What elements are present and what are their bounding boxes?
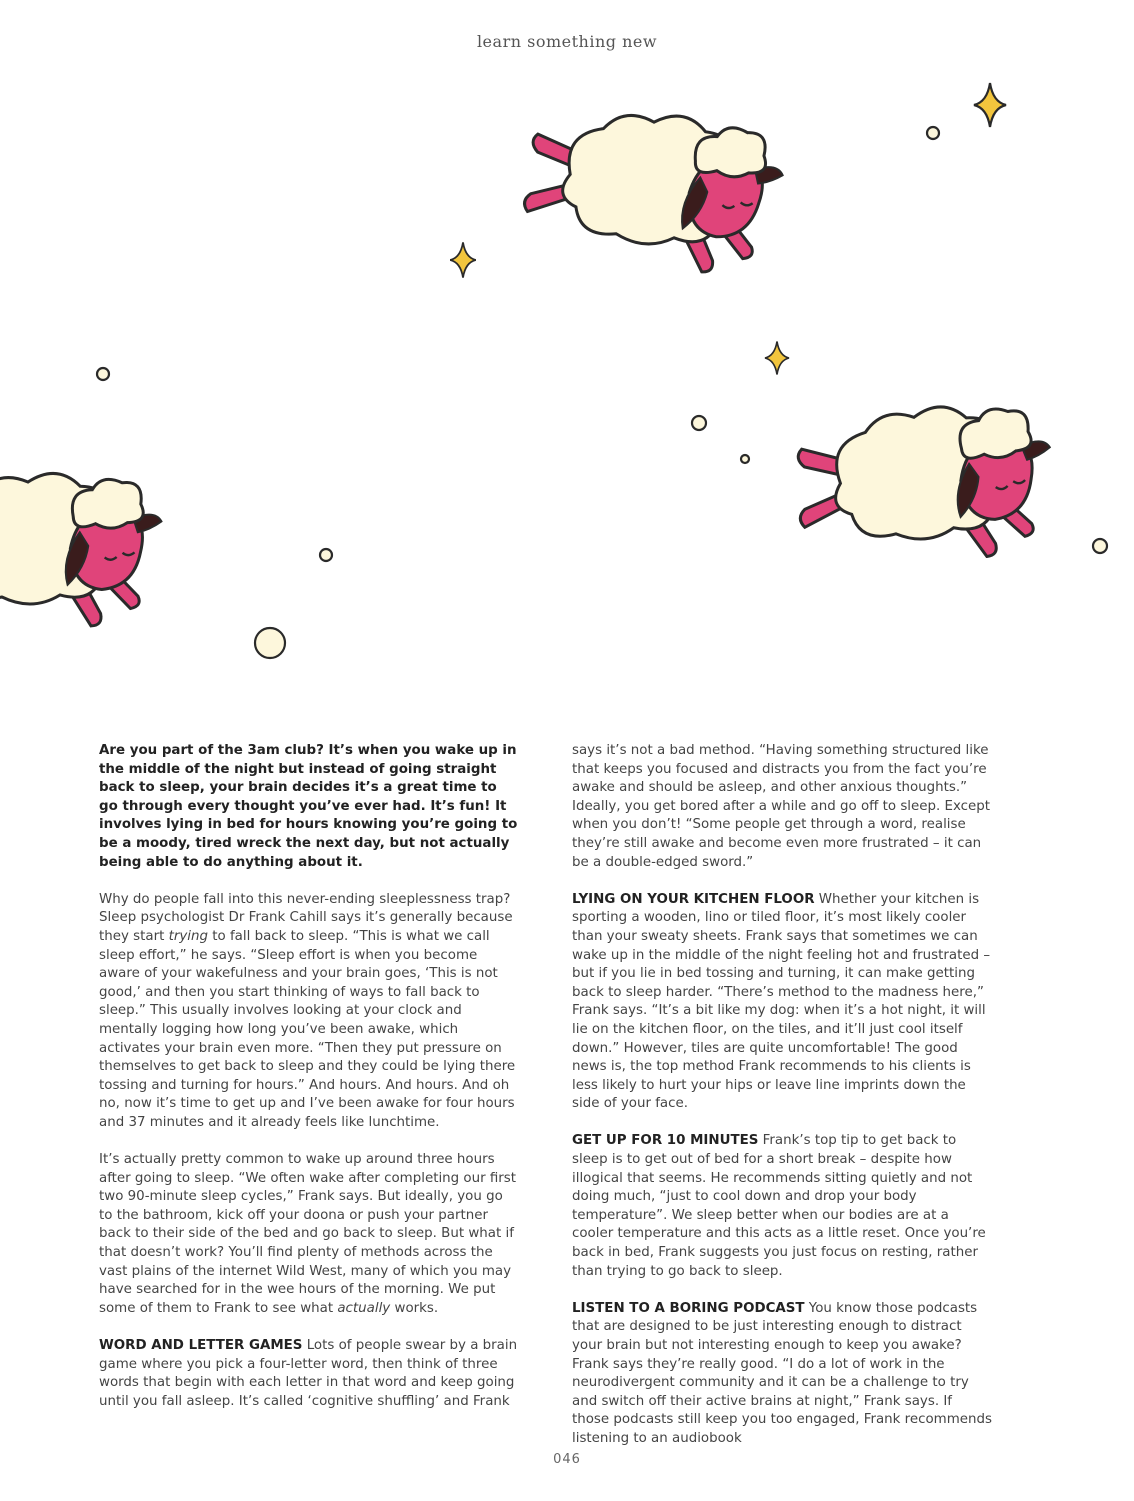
dot xyxy=(927,127,939,139)
text-run: to fall back to sleep. “This is what we call sleep effort,” he says. “Sleep effort is when you become aware of your wakefulness and your brain goes, ‘This is not good,’ and then you start thinking of ways to fall back to sleep.” This usually involves looking at your clock and mentally logging how long you’ve been awake, which activates your brain even more. “Then they put pressure on themselves to get back to sleep and they could be lying there tossing and turning for hours.” And hours. And hours. And oh no, now it’s time to get up and I’ve been awake for four hours and 37 minutes and it already feels like lunchtime. xyxy=(99,928,516,1130)
subheading: GET UP FOR 10 MINUTES xyxy=(572,1133,759,1149)
dot xyxy=(741,455,749,463)
running-head: learn something new xyxy=(476,32,658,51)
text-run: You know those podcasts that are designed to be just interesting enough to distract your brain but not interesting enough to keep you awake? Frank says they’re really good. “I do a lot of work in the neurodivergent community and it can be a challenge to try and switch off their active brains at night,” Frank says. If those podcasts still keep you too engaged, Frank recommends listening to an audiobook xyxy=(572,1300,992,1446)
sheep-right xyxy=(790,396,1060,576)
section-get-up xyxy=(572,1132,992,1281)
sheep-left xyxy=(0,470,165,633)
text-run: works. xyxy=(390,1300,439,1316)
sleeping-sheep-illustration xyxy=(0,60,1134,700)
sparkle-center xyxy=(765,342,789,375)
right-column xyxy=(572,742,992,1467)
sparkle-center-left xyxy=(450,242,476,277)
body-paragraph xyxy=(99,1151,519,1318)
text-run: Why do people fall into this never-ending sleeplessness trap? Sleep psychologist Dr Frank Cahill says it’s generally because they start xyxy=(99,891,513,944)
section-kitchen-floor xyxy=(572,891,992,1114)
body-paragraph: says it’s not a bad method. “Having something structured like that keeps you focused and distracts you from the fact you’re awake and should be asleep, and other anxious thoughts.” Ideally, you get bored after a while and go off to sleep. Except when you don’t! “Some people get through a word, realise they’re still awake and become even more frustrated – it can be a double-edged sword.” xyxy=(572,743,991,870)
dot xyxy=(1093,539,1107,553)
text-run: Frank’s top tip to get back to sleep is to get out of bed for a short break – despite how illogical that seems. He recommends sitting quietly and not doing much, “just to cool down and drop your body temperature”. We sleep better when our bodies are at a cooler temperature and this acts as a little reset. Once you’re back in bed, Frank suggests you just focus on resting, rather than trying to go back to sleep. xyxy=(572,1133,986,1279)
text-run: Lots of people swear by a brain game where you pick a four-letter word, then think of three words that begin with each letter in that word and keep going until you fall asleep. It’s called ‘cognitive shuffling’ and Frank xyxy=(99,1338,518,1409)
emphasis: actually xyxy=(337,1300,391,1316)
sheep-top-center xyxy=(521,106,787,277)
page-number: 046 xyxy=(553,1452,581,1467)
subheading: LYING ON YOUR KITCHEN FLOOR xyxy=(572,891,815,907)
dot xyxy=(97,368,109,380)
section-word-games xyxy=(99,1337,519,1411)
body-paragraph xyxy=(99,891,519,1133)
text-run: Whether your kitchen is sporting a wooden, lino or tiled floor, it’s most likely cooler than your sweaty sheets. Frank says that sometimes we can wake up in the middle of the night feeling hot and frustrated – but if you lie in bed tossing and turning, it can make getting back to sleep harder. “There’s method to the madness here,” Frank says. “It’s a bit like my dog: when it’s a hot night, it will lie on the kitchen floor, on the tiles, and it’ll just cool itself down.” However, tiles are quite uncomfortable! The good news is, the top method Frank recommends to his clients is less likely to hurt your hips or leave line imprints down the side of your face. xyxy=(572,891,991,1112)
dot xyxy=(320,549,332,561)
intro-paragraph: Are you part of the 3am club? It’s when you wake up in the middle of the night but instead of going straight back to sleep, your brain decides it’s a great time to go through every thought you’ve ever had. It’s fun! It involves lying in bed for hours knowing you’re going to be a moody, tired wreck the next day, but not actually being able to do anything about it. xyxy=(99,743,518,870)
dot xyxy=(692,416,706,430)
section-boring-podcast xyxy=(572,1300,992,1449)
dot xyxy=(255,628,285,658)
text-run: It’s actually pretty common to wake up around three hours after going to sleep. “We often wake after completing our first two 90-minute sleep cycles,” Frank says. But ideally, you go to the bathroom, kick off your doona or push your partner back to their side of the bed and go back to sleep. But what if that doesn’t work? You’ll find plenty of methods across the vast plains of the internet Wild West, many of which you may have searched for in the wee hours of the morning. We put some of them to Frank to see what xyxy=(99,1152,517,1316)
sparkle-top-right xyxy=(974,83,1006,127)
emphasis: trying xyxy=(168,928,208,944)
left-column xyxy=(99,742,519,1430)
subheading: WORD AND LETTER GAMES xyxy=(99,1338,303,1353)
subheading: LISTEN TO A BORING PODCAST xyxy=(572,1300,805,1316)
